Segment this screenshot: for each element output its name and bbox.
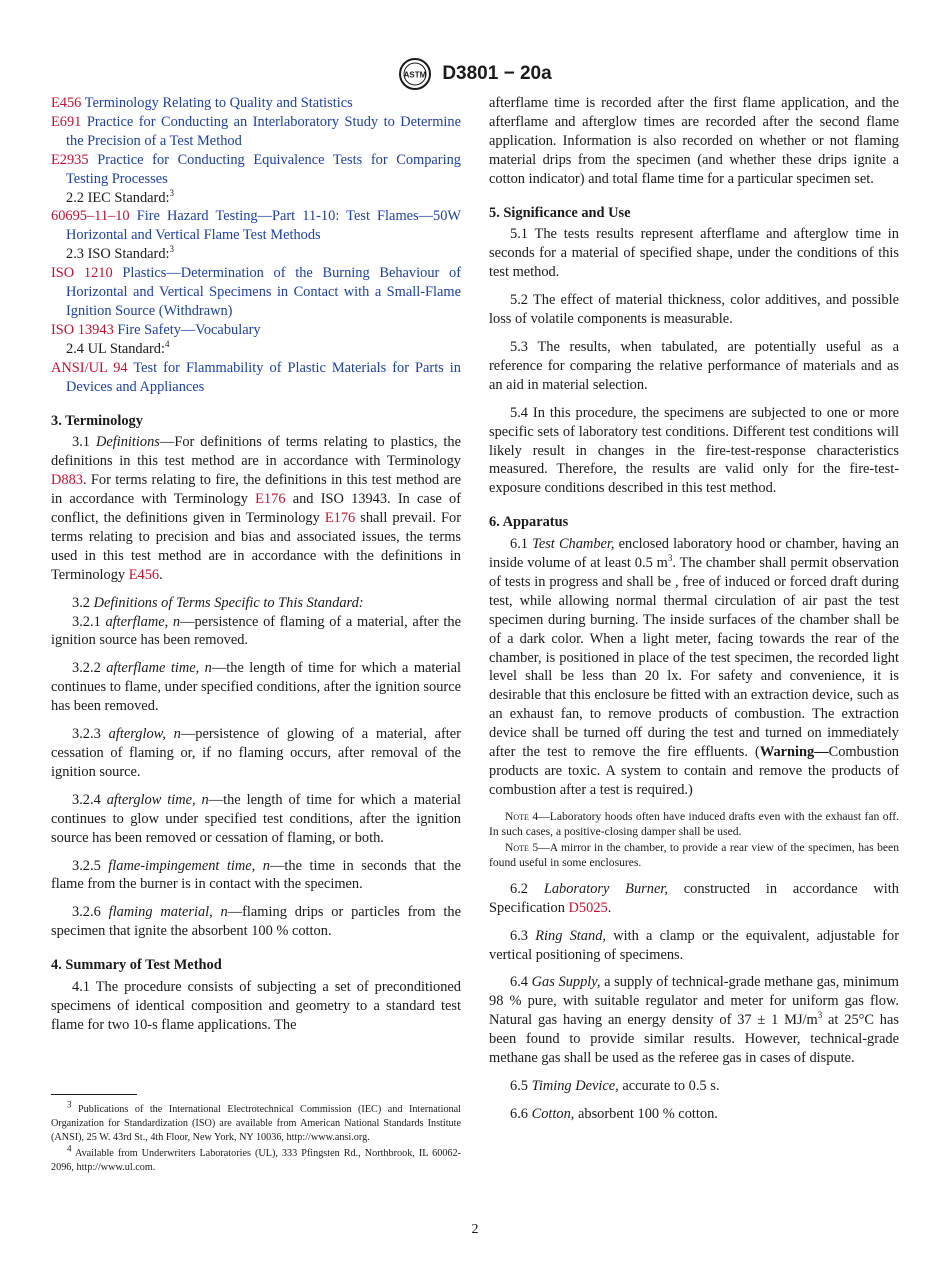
definition-3-2-6: 3.2.6 flaming material, n—flaming drips or particles from the specimen that ignite the absorbent 100 % cotton. — [51, 904, 461, 940]
paragraph-6-5: 6.5 Timing Device, accurate to 0.5 s. — [510, 1077, 720, 1094]
paragraph-5-4: 5.4 In this procedure, the specimens are subjected to one or more specific sets of laboratory test conditions. Different test conditions will likely result in changes in the fire-test-response characteristics measured. Therefore, the results are valid only for the fire-test-exposure conditions described in this test method. — [489, 404, 899, 497]
paragraph-5-3: 5.3 The results, when tabulated, are potentially useful as a reference for comparing the relative performance of materials and as an aid in material selection. — [489, 338, 899, 393]
page-header — [0, 57, 950, 91]
footnote-divider — [51, 1094, 137, 1095]
link-e176[interactable]: E176 — [255, 491, 286, 508]
svg-text:ASTM: ASTM — [403, 70, 427, 80]
reference-e2935[interactable]: E2935 Practice for Conducting Equivalence Tests for Comparing Testing Processes — [51, 151, 461, 187]
reference-ul-94[interactable]: ANSI/UL 94 Test for Flammability of Plastic Materials for Parts in Devices and Appliances — [51, 359, 461, 395]
footnotes — [51, 1099, 461, 1177]
paragraph-6-4: 6.4 Gas Supply, a supply of technical-grade methane gas, minimum 98 % pure, with suitable regulator and meter for uniform gas flow. Natural gas having an energy density of 37 ± 1 $MJ/m^3$ at 25°C has been found to provide similar results. However, technical-grade methane gas shall be used as the referee gas in cases of dispute. — [489, 974, 899, 1067]
iso-standard-heading: 2.3 ISO Standard:$^3$ — [66, 244, 175, 263]
paragraph-5-1: 5.1 The tests results represent afterflame and afterglow time in seconds for a material of specified shape, under the conditions of this test method. — [489, 226, 899, 281]
definition-3-2-5: 3.2.5 flame-impingement time, n—the time in seconds that the flame from the burner is in contact with the specimen. — [51, 857, 461, 893]
link-d5025[interactable]: D5025 — [568, 899, 608, 916]
paragraph-6-3: 6.3 Ring Stand, with a clamp or the equivalent, adjustable for vertical positioning of specimens. — [489, 927, 899, 963]
reference-iec-60695[interactable]: 60695–11–10 Fire Hazard Testing—Part 11-10: Test Flames—50W Horizontal and Vertical Flame Test Methods — [51, 208, 461, 244]
note-5: Note 5—A mirror in the chamber, to provide a rear view of the specimen, has been found useful in some enclosures. — [489, 840, 899, 870]
note-4: Note 4—Laboratory hoods often have induced drafts even with the exhaust fan off. In such cases, a positive-closing damper shall be used. — [489, 809, 899, 839]
definition-3-2-3: 3.2.3 afterglow, n—persistence of glowing of a material, after cessation of flaming or, if no flaming occurs, after removal of the ignition source. — [51, 726, 461, 780]
ul-standard-heading: 2.4 UL Standard:$^4$ — [66, 338, 170, 357]
paragraph-6-1: 6.1 Test Chamber, enclosed laboratory hood or chamber, having an inside volume of at least 0.5 $m^3$. The chamber shall permit observation of tests in progress and shall be , free of induced or forced draft during test, while allowing normal thermal circulation of air past the test specimen during burning. The inside surfaces of the chamber shall be of a dark color. When a light meter, facing towards the rear of the chamber, is positioned in place of the test specimen, the recorded light level shall be less than 20 lx. For safety and convenience, it is desirable that this enclosure be fitted with an extraction device, such as an exhaust fan, to remove products of combustion. The extraction device shall be turned off during the test and turned on immediately after the test to remove the fire effluents. (Warning—Combustion products are toxic. A system to contain and remove the products of combustion after a test is required.) — [489, 536, 899, 798]
reference-iso-13943[interactable]: ISO 13943 Fire Safety—Vocabulary — [51, 321, 261, 338]
link-d883[interactable]: D883 — [51, 472, 83, 489]
reference-e456[interactable]: E456 Terminology Relating to Quality and Statistics — [51, 95, 353, 111]
definition-3-2-1: 3.2.1 afterflame, n—persistence of flaming of a material, after the ignition source has been removed. — [51, 613, 461, 649]
footnote-4: $^4$ Available from Underwriters Laboratories (UL), 333 Pfingsten Rd., Northbrook, IL 60062-2096, http://www.ul.com. — [51, 1143, 461, 1173]
paragraph-3-1: 3.1 Definitions—For definitions of terms relating to plastics, the definitions in this test method are in accordance with Terminology D883. For terms relating to fire, the definitions in this test method are in accordance with Terminology E176 and ISO 13943. In case of conflict, the definitions given in Terminology E176 shall prevail. For terms relating to precision and bias and associated issues, the terms used in this test method are in accordance with the definitions in Terminology E456. — [51, 434, 461, 583]
iec-standard-heading: 2.2 IEC Standard:$^3$ — [66, 187, 175, 206]
definition-3-2-2: 3.2.2 afterflame time, n—the length of time for which a material continues to flame, under specified conditions, after the ignition source has been removed. — [51, 660, 461, 715]
definition-3-2-4: 3.2.4 afterglow time, n—the length of time for which a material continues to glow under specified test conditions, after the ignition source has been removed or cessation of flaming, or both. — [51, 791, 461, 846]
standard-designation: D3801 − 20a — [442, 63, 552, 84]
paragraph-6-2: 6.2 Laboratory Burner, constructed in accordance with Specification D5025. — [489, 880, 900, 916]
paragraph-3-2: 3.2 Definitions of Terms Specific to This Standard: — [72, 594, 364, 611]
right-column — [489, 94, 899, 1124]
paragraph-5-2: 5.2 The effect of material thickness, color additives, and possible loss of volatile components is measurable. — [489, 292, 899, 328]
link-e456[interactable]: E456 — [128, 566, 160, 583]
section-6-heading: 6. Apparatus — [489, 514, 569, 531]
section-4-heading: 4. Summary of Test Method — [51, 957, 222, 974]
footnote-3: $^3$ Publications of the International Electrotechnical Commission (IEC) and International Organization for Standardization (ISO) are available from American National Standards Institute (ANSI), 25 W. 43rd St., 4th Floor, New York, NY 10036, http://www.ansi.org. — [51, 1099, 461, 1143]
reference-iso-1210[interactable]: ISO 1210 Plastics—Determination of the Burning Behaviour of Horizontal and Vertical Specimens in Contact with a Small-Flame Ignition Source (Withdrawn) — [51, 265, 461, 319]
section-5-heading: 5. Significance and Use — [489, 204, 631, 221]
page-number: 2 — [471, 1222, 479, 1237]
paragraph-4-1-continued: afterflame time is recorded after the first flame application, and the afterflame and afterglow times are recorded after the second flame application. Information is also recorded on whether or not flaming material drips from the specimen (and whether these drips ignite a cotton indicator) and total flame time for a particular specimen set. — [489, 95, 899, 187]
left-column — [51, 94, 461, 1035]
reference-e691[interactable]: E691 Practice for Conducting an Interlaboratory Study to Determine the Precision of a Test Method — [51, 113, 461, 149]
astm-logo-icon — [398, 57, 432, 91]
section-3-heading: 3. Terminology — [51, 412, 143, 429]
paragraph-6-6: 6.6 Cotton, absorbent 100 % cotton. — [510, 1105, 718, 1122]
paragraph-4-1: 4.1 The procedure consists of subjecting a set of preconditioned specimens of identical composition and geometry to a standard test flame for two 10-s flame applications. The — [51, 979, 461, 1033]
link-e176[interactable]: E176 — [324, 510, 356, 527]
